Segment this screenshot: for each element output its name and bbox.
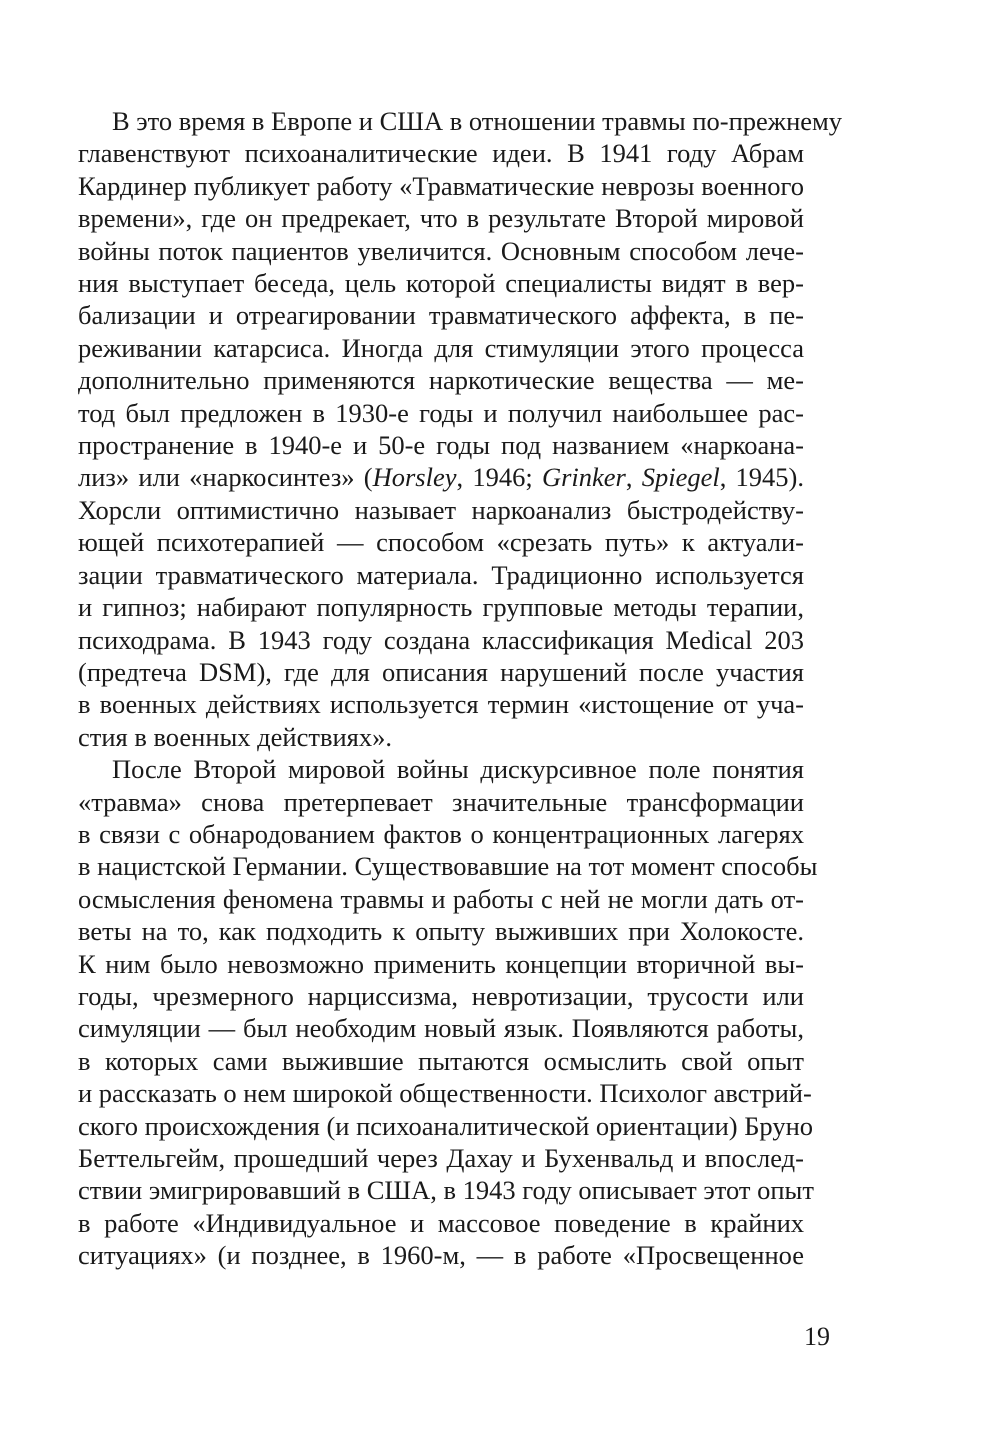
paragraph-1 [78,105,843,753]
text-line: годы, чрезмерного нарциссизма, невротизации, трусости или [78,980,804,1011]
text-line: пространение в 1940-е и 50-е годы под названием «наркоана- [78,430,804,461]
text-line: главенствуют психоаналитические идеи. В 1941 году Абрам [78,138,804,169]
text-line: (предтеча DSM), где для описания нарушений после участия [78,656,804,687]
text-line: бализации и отреагировании травматического аффекта, в пе- [78,300,804,331]
text-line: реживании катарсиса. Иногда для стимуляции этого процесса [78,332,804,363]
text-line: в связи с обнародованием фактов о концентрационных лагерях [78,818,804,849]
text-line: в которых сами выжившие пытаются осмыслить свой опыт [78,1045,804,1076]
text-line: В это время в Европе и США в отношении травмы по-прежнему [112,106,843,136]
text-line: ния выступает беседа, цель которой специалисты видят в вер- [78,268,804,299]
text-line: Кардинер публикует работу «Травматические неврозы военного [78,170,804,201]
text-line: войны поток пациентов увеличится. Основным способом лече- [78,235,804,266]
text-line: тод был предложен в 1930-е годы и получил наибольшее рас- [78,397,804,428]
paragraph-2 [78,753,818,1272]
text-line: «травма» снова претерпевает значительные трансформации [78,786,804,817]
text-line: в работе «Индивидуальное и массовое поведение в крайних [78,1207,804,1238]
page-body [78,105,843,1272]
text-line: и рассказать о нем широкой общественности. Психолог австрий- [78,1078,812,1109]
text-line: Хорсли оптимистично называет наркоанализ быстродейству- [78,494,804,525]
text-line-citation: лиз» или «наркосинтез» (Horsley, 1946; Grinker, Spiegel, 1945). [78,462,804,493]
text-line: симуляции — был необходим новый язык. Появляются работы, [78,1013,804,1044]
text-line: психодрама. В 1943 году создана классификация Medical 203 [78,624,804,655]
text-line: и гипноз; набирают популярность групповые методы терапии, [78,592,804,623]
text-line: веты на то, как подходить к опыту выживших при Холокосте. [78,916,804,947]
text-line: ского происхождения (и психоаналитической ориентации) Бруно [78,1110,813,1141]
text-line: К ним было невозможно применить концепции вторичной вы- [78,948,804,979]
page-number: 19 [804,1322,830,1351]
text-line: в нацистской Германии. Существовавшие на тот момент способы [78,851,818,882]
text-line: в военных действиях используется термин «истощение от уча- [78,689,804,720]
text-line: зации травматического материала. Традиционно используется [78,559,804,590]
text-line: стия в военных действиях». [78,721,392,752]
text-line: осмысления феномена травмы и работы с ней не могли дать от- [78,883,804,914]
text-line: времени», где он предрекает, что в результате Второй мировой [78,203,804,234]
text-line: дополнительно применяются наркотические вещества — ме- [78,365,804,396]
text-line: ющей психотерапией — способом «срезать путь» к актуали- [78,527,804,558]
text-line: После Второй мировой войны дискурсивное поле понятия [112,754,804,785]
text-line: Беттельгейм, прошедший через Дахау и Бухенвальд и впослед- [78,1143,804,1173]
text-line: ствии эмигрировавший в США, в 1943 году описывает этот опыт [78,1175,814,1206]
text-line: ситуациях» (и позднее, в 1960-м, — в работе «Просвещенное [78,1240,804,1271]
